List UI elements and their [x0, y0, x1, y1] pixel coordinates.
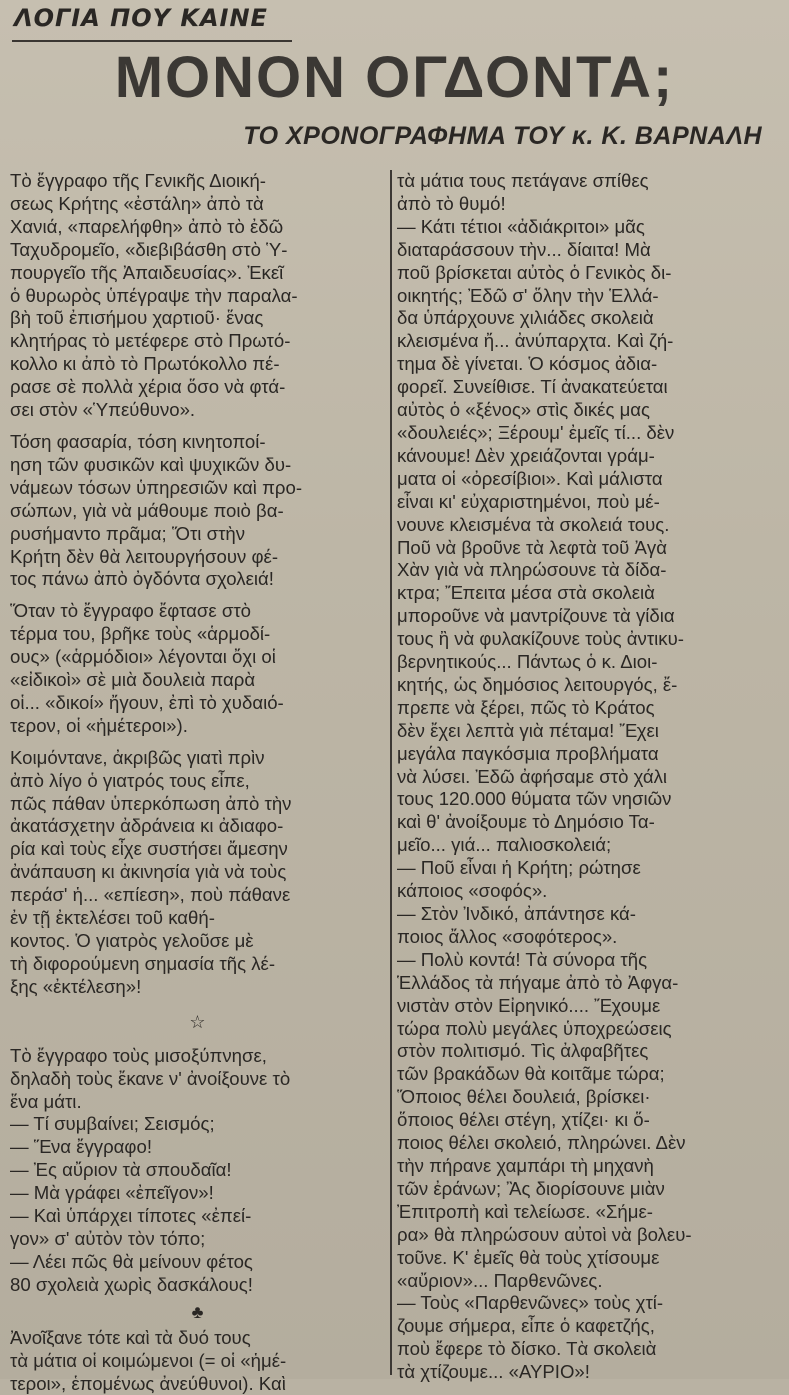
- text-line: ρα» θὰ πληρώσουν αὐτοὶ νὰ βολευ-: [397, 1224, 777, 1247]
- text-line: — Κάτι τέτιοι «ἀδιάκριτοι» μᾶς: [397, 216, 777, 239]
- text-line: τεροι», ἑπομένως ἀνεύθυνοι). Καὶ: [10, 1373, 385, 1395]
- text-line: ματα οἱ «ὀρεσίβιοι». Καὶ μάλιστα: [397, 468, 777, 491]
- text-line: Ὅταν τὸ ἔγγραφο ἔφτασε στὸ: [10, 600, 385, 623]
- text-line: πῶς πάθαν ὑπερκόπωση ἀπὸ τὴν: [10, 793, 385, 816]
- headline: ΜΟΝΟΝ ΟΓΔΟΝΤΑ;: [0, 44, 789, 111]
- text-line: κοντος. Ὁ γιατρὸς γελοῦσε μὲ: [10, 930, 385, 953]
- text-line: καὶ θ' ἀνοίξουμε τὸ Δημόσιο Τα-: [397, 811, 777, 834]
- kicker-underline: [12, 40, 292, 42]
- text-line: κάποιος «σοφός».: [397, 880, 777, 903]
- text-line: — Ἕνα ἔγγραφο!: [10, 1136, 385, 1159]
- text-line: — Πολὺ κοντά! Τὰ σύνορα τῆς: [397, 949, 777, 972]
- text-line: δηλαδὴ τοὺς ἔκανε ν' ἀνοίξουνε τὸ: [10, 1068, 385, 1091]
- text-line: Ταχυδρομεῖο, «διεβιβάσθη στὸ Ὑ-: [10, 239, 385, 262]
- text-line: Ἑλλάδος τὰ πήγαμε ἀπὸ τὸ Ἀφγα-: [397, 972, 777, 995]
- text-line: — Ποῦ εἶναι ἡ Κρήτη; ρώτησε: [397, 857, 777, 880]
- text-line: δα ὑπάρχουνε χιλιάδες σκολειὰ: [397, 307, 777, 330]
- text-line: ποὺ ἔφερε τὸ δίσκο. Τὰ σκολειὰ: [397, 1338, 777, 1361]
- text-line: Κρήτη δὲν θὰ λειτουργήσουν φέ-: [10, 546, 385, 569]
- text-line: νιστὰν στὸν Εἰρηνικό.... Ἔχουμε: [397, 995, 777, 1018]
- paragraph-gap: [10, 591, 385, 600]
- text-line: νάμεων τόσων ὑπηρεσιῶν καὶ προ-: [10, 477, 385, 500]
- text-line: ζουμε σήμερα, εἶπε ὁ καφετζής,: [397, 1315, 777, 1338]
- text-line: τερον, οἱ «ἡμέτεροι»).: [10, 715, 385, 738]
- text-line: Ἀνοῖξανε τότε καὶ τὰ δυό τους: [10, 1327, 385, 1350]
- text-line: «δουλειές»; Ξέρουμ' ἐμεῖς τί... δὲν: [397, 422, 777, 445]
- text-line: Κοιμόντανε, ἀκριβῶς γιατὶ πρὶν: [10, 747, 385, 770]
- text-line: κτρα; Ἔπειτα μέσα στὰ σκολειὰ: [397, 582, 777, 605]
- text-line: φορεῖ. Συνείθισε. Τί ἀνακατεύεται: [397, 376, 777, 399]
- text-line: — Τί συμβαίνει; Σεισμός;: [10, 1113, 385, 1136]
- article-column-right: [397, 170, 777, 1384]
- text-line: τους 120.000 θύματα τῶν νησιῶν: [397, 788, 777, 811]
- text-line: τοῦνε. Κ' ἐμεῖς θὰ τοὺς χτίσουμε: [397, 1247, 777, 1270]
- text-line: Τόση φασαρία, τόση κινητοποί-: [10, 431, 385, 454]
- text-line: ἕνα μάτι.: [10, 1091, 385, 1114]
- text-line: τὴ διφορούμενη σημασία τῆς λέ-: [10, 953, 385, 976]
- text-line: τὰ μάτια οἱ κοιμώμενοι (= οἱ «ἡμέ-: [10, 1350, 385, 1373]
- text-line: ἀπὸ λίγο ὁ γιατρός τους εἶπε,: [10, 770, 385, 793]
- text-line: — Ἐς αὔριον τὰ σπουδαῖα!: [10, 1159, 385, 1182]
- paragraph-gap: [10, 738, 385, 747]
- text-line: σώπων, γιὰ νὰ μάθουμε ποιὸ βα-: [10, 500, 385, 523]
- text-line: τους ἢ νὰ φυλακίζουνε τοὺς ἀντικυ-: [397, 628, 777, 651]
- text-line: ποιος θέλει σκολειό, πληρώνει. Δὲν: [397, 1132, 777, 1155]
- text-line: τέρμα του, βρῆκε τοὺς «ἁρμοδί-: [10, 623, 385, 646]
- text-line: κάνουμε! Δὲν χρειάζονται γράμ-: [397, 445, 777, 468]
- text-line: «εἰδικοὶ» σὲ μιὰ δουλειὰ παρὰ: [10, 669, 385, 692]
- text-line: αὐτὸς ὁ «ξένος» στὶς δικές μας: [397, 399, 777, 422]
- text-line: σεως Κρήτης «ἐστάλη» ἀπὸ τὰ: [10, 193, 385, 216]
- text-line: ἀπὸ τὸ θυμό!: [397, 193, 777, 216]
- text-line: βὴ τοῦ ἐπισήμου χαρτιοῦ· ἕνας: [10, 307, 385, 330]
- text-line: μεῖο... γιά... παλιοσκολειά;: [397, 834, 777, 857]
- text-line: σει στὸν «Ὑπεύθυνο».: [10, 399, 385, 422]
- text-line: ἐν τῇ ἐκτελέσει τοῦ καθή-: [10, 907, 385, 930]
- text-line: πουργεῖο τῆς Ἀπαιδευσίας». Ἐκεῖ: [10, 262, 385, 285]
- text-line: ὁ θυρωρὸς ὑπέγραψε τὴν παραλα-: [10, 285, 385, 308]
- text-line: τώρα πολὺ μεγάλες ὑποχρεώσεις: [397, 1018, 777, 1041]
- text-line: 80 σχολειὰ χωρὶς δασκάλους!: [10, 1274, 385, 1297]
- text-line: ρασε σὲ πολλὰ χέρια ὅσο νὰ φτά-: [10, 376, 385, 399]
- paragraph-gap: [10, 422, 385, 431]
- text-line: «αὔριον»... Παρθενῶνες.: [397, 1270, 777, 1293]
- text-line: κλεισμένα ἤ... ἀνύπαρχτα. Καὶ ζή-: [397, 330, 777, 353]
- text-line: διαταράσσουν τὴν... δίαιτα! Μὰ: [397, 239, 777, 262]
- text-line: τημα δὲ γίνεται. Ὁ κόσμος ἀδια-: [397, 353, 777, 376]
- text-line: δὲν ἔχει λεπτὰ γιὰ πέταμα! Ἔχει: [397, 720, 777, 743]
- text-line: νὰ λύσει. Ἐδῶ ἀφήσαμε στὸ χάλι: [397, 766, 777, 789]
- text-line: Ποῦ νὰ βροῦνε τὰ λεφτὰ τοῦ Ἀγὰ: [397, 537, 777, 560]
- text-line: Χανιά, «παρελήφθη» ἀπὸ τὸ ἐδῶ: [10, 216, 385, 239]
- text-line: ποῦ βρίσκεται αὐτὸς ὁ Γενικὸς δι-: [397, 262, 777, 285]
- text-line: οἱ... «δικοί» ἤγουν, ἐπὶ τὸ χυδαιό-: [10, 692, 385, 715]
- text-line: — Λέει πῶς θὰ μείνουν φέτος: [10, 1251, 385, 1274]
- text-line: Ἐπιτροπὴ καὶ τελείωσε. «Σήμε-: [397, 1201, 777, 1224]
- text-line: ηση τῶν φυσικῶν καὶ ψυχικῶν δυ-: [10, 454, 385, 477]
- text-line: ξης «ἐκτέλεση»!: [10, 976, 385, 999]
- text-line: κλητήρας τὸ μετέφερε στὸ Πρωτό-: [10, 330, 385, 353]
- text-line: τὴν πήρανε χαμπάρι τὴ μηχανὴ: [397, 1155, 777, 1178]
- text-line: ἀνάπαυση κι ἀκινησία γιὰ νὰ τοὺς: [10, 861, 385, 884]
- text-line: Τὸ ἔγγραφο τῆς Γενικῆς Διοική-: [10, 170, 385, 193]
- text-line: κητής, ὡς δημόσιος λειτουργός, ἔ-: [397, 674, 777, 697]
- text-line: ἀκατάσχετην ἀδράνεια κι ἀδιαφο-: [10, 815, 385, 838]
- text-line: στὸν πολιτισμό. Τὶς ἀλφαβῆτες: [397, 1040, 777, 1063]
- text-line: Ὅποιος θέλει δουλειά, βρίσκει·: [397, 1086, 777, 1109]
- star-ornament: ☆: [10, 999, 385, 1045]
- text-line: τῶν ἐράνων; Ἂς διορίσουνε μιὰν: [397, 1178, 777, 1201]
- text-line: τῶν βρακάδων θὰ κοιτᾶμε τώρα;: [397, 1063, 777, 1086]
- column-divider: [390, 170, 392, 1375]
- text-line: — Τοὺς «Παρθενῶνες» τοὺς χτί-: [397, 1292, 777, 1315]
- section-kicker: ΛΟΓΙΑ ΠΟΥ ΚΑΙΝΕ: [14, 4, 268, 32]
- text-line: μεγάλα παγκόσμια προβλήματα: [397, 743, 777, 766]
- text-line: βερνητικούς... Πάντως ὁ κ. Διοι-: [397, 651, 777, 674]
- text-line: πρεπε νὰ ξέρει, πῶς τὸ Κράτος: [397, 697, 777, 720]
- text-line: εἶναι κι' εὐχαριστημένοι, ποὺ μέ-: [397, 491, 777, 514]
- text-line: τος πάνω ἀπὸ ὀγδόντα σχολειά!: [10, 568, 385, 591]
- text-line: Τὸ ἔγγραφο τοὺς μισοξύπνησε,: [10, 1045, 385, 1068]
- text-line: ρία καὶ τοὺς εἶχε συστήσει ἄμεσην: [10, 838, 385, 861]
- text-line: ους» («ἁρμόδιοι» λέγονται ὄχι οἱ: [10, 646, 385, 669]
- text-line: ρυσήμαντο πρᾶμα; Ὅτι στὴν: [10, 523, 385, 546]
- text-line: νουνε κλεισμένα τὰ σκολειά τους.: [397, 514, 777, 537]
- byline: ΤΟ ΧΡΟΝΟΓΡΑΦΗΜΑ ΤΟΥ κ. Κ. ΒΑΡΝΑΛΗ: [0, 122, 762, 151]
- club-ornament: ♣: [10, 1297, 385, 1327]
- article-column-left: [10, 170, 385, 1395]
- text-line: ποιος ἄλλος «σοφότερος».: [397, 926, 777, 949]
- text-line: γον» σ' αὐτὸν τὸν τόπο;: [10, 1228, 385, 1251]
- text-line: οικητής; Ἐδῶ σ' ὅλην τὴν Ἑλλά-: [397, 285, 777, 308]
- text-line: Χὰν γιὰ νὰ πληρώσουνε τὰ δίδα-: [397, 559, 777, 582]
- text-line: τὰ μάτια τους πετάγανε σπίθες: [397, 170, 777, 193]
- text-line: — Στὸν Ἰνδικό, ἀπάντησε κά-: [397, 903, 777, 926]
- text-line: ὅποιος θέλει στέγη, χτίζει· κι ὅ-: [397, 1109, 777, 1132]
- text-line: τὰ χτίζουμε... «ΑΥΡΙΟ»!: [397, 1361, 777, 1384]
- text-line: περάσ' ἡ... «επίεση», ποὺ πάθανε: [10, 884, 385, 907]
- text-line: — Καὶ ὑπάρχει τίποτες «ἐπεί-: [10, 1205, 385, 1228]
- text-line: κολλο κι ἀπὸ τὸ Πρωτόκολλο πέ-: [10, 353, 385, 376]
- text-line: μποροῦνε νὰ μαντρίζουνε τὰ γίδια: [397, 605, 777, 628]
- text-line: — Μὰ γράφει «ἐπεῖγον»!: [10, 1182, 385, 1205]
